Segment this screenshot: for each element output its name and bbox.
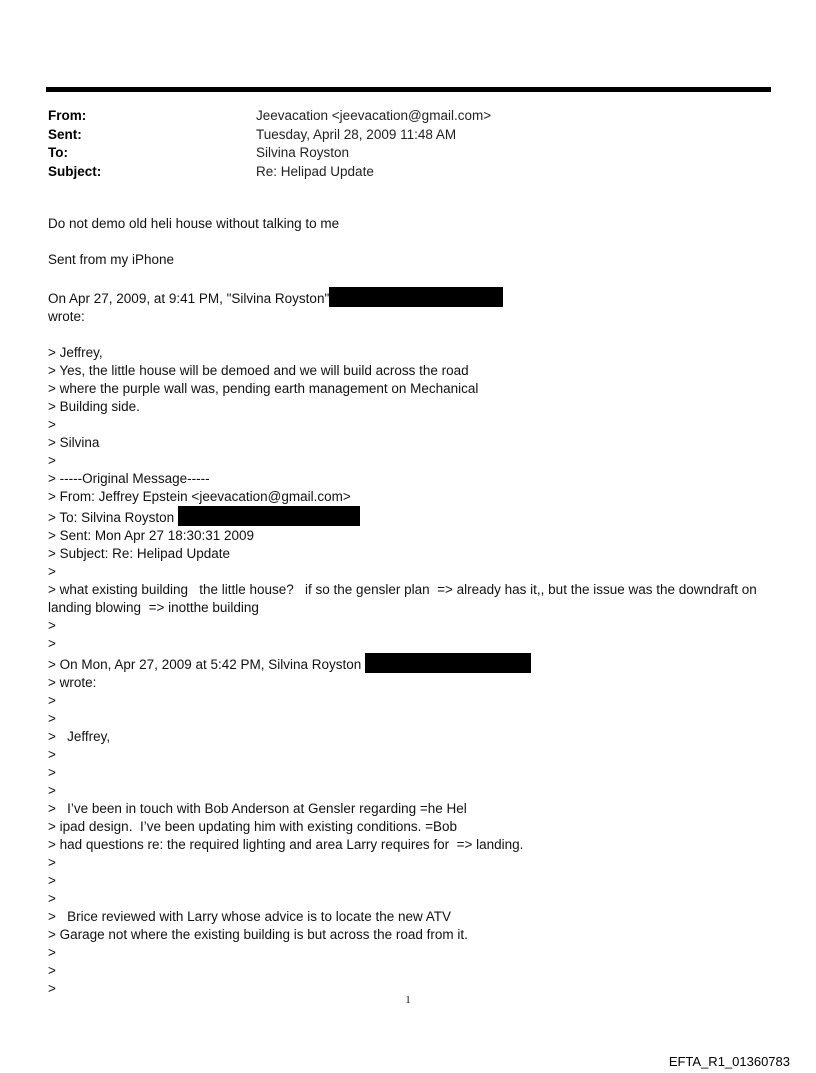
- subject-row: [48, 163, 768, 182]
- from-row: [48, 107, 768, 126]
- quoted-line: > what existing building the little house? if so the gensler plan => already has it,, but the issue was the downdraft on: [48, 582, 757, 597]
- to-row: [48, 144, 768, 163]
- quoted-line: >: [48, 417, 56, 432]
- quoted-line: > Silvina: [48, 435, 100, 450]
- quoted-line: > Building side.: [48, 399, 140, 414]
- quoted-line: > Jeffrey,: [48, 729, 111, 744]
- sent-label: Sent:: [48, 126, 82, 142]
- subject-label: Subject:: [48, 163, 102, 179]
- quoted-line: > Subject: Re: Helipad Update: [48, 546, 230, 561]
- quoted-line: >: [48, 765, 56, 780]
- quoted-line: > Brice reviewed with Larry whose advice is to locate the new ATV: [48, 909, 452, 924]
- from-label: From:: [48, 108, 87, 123]
- blank-line: [48, 326, 768, 344]
- quoted-line: > Sent: Mon Apr 27 18:30:31 2009: [48, 528, 255, 543]
- to-label: To:: [48, 145, 68, 160]
- quoted-line: > where the purple wall was, pending earth management on Mechanical: [48, 381, 479, 396]
- quoted-line: >: [48, 855, 56, 870]
- body-line: Do not demo old heli house without talking to me: [48, 216, 340, 231]
- quoted-line: >: [48, 945, 56, 960]
- blank-line: [48, 269, 768, 287]
- body-line: Sent from my iPhone: [48, 252, 175, 267]
- page-number: 1: [405, 994, 411, 1006]
- quoted-line: > From: Jeffrey Epstein <jeevacation@gmail.com>: [48, 489, 351, 504]
- blank-line: [48, 233, 768, 251]
- quoted-line: >: [48, 963, 56, 978]
- quoted-line: >: [48, 747, 56, 762]
- quoted-to-text: > To: Silvina Royston: [48, 510, 175, 525]
- quoted-line: > -----Original Message-----: [48, 471, 210, 486]
- quoted-line: > had questions re: the required lighting and area Larry requires for => landing.: [48, 837, 524, 852]
- email-body: [48, 215, 768, 998]
- quoted-line: >: [48, 693, 56, 708]
- quoted-line: >: [48, 618, 56, 633]
- quoted-attribution-line: [48, 287, 768, 308]
- quoted-line: > ipad design. I’ve been updating him with existing conditions. =Bob: [48, 819, 458, 834]
- bates-number: EFTA_R1_01360783: [668, 1054, 790, 1069]
- attribution-text: On Apr 27, 2009, at 9:41 PM, "Silvina Royston": [48, 291, 330, 306]
- sent-value: Tuesday, April 28, 2009 11:48 AM: [256, 126, 457, 142]
- quoted-to-line: [48, 506, 768, 527]
- redaction-box: [178, 506, 360, 526]
- quoted-line: >: [48, 981, 56, 996]
- attribution-text: > On Mon, Apr 27, 2009 at 5:42 PM, Silvina Royston: [48, 657, 362, 672]
- header-divider-rule: [46, 87, 771, 92]
- quoted-line: > I’ve been in touch with Bob Anderson at Gensler regarding =he Hel: [48, 801, 467, 816]
- quoted-line: >: [48, 783, 56, 798]
- sent-row: [48, 126, 768, 145]
- quoted-line: >: [48, 711, 56, 726]
- quoted-line: landing blowing => inotthe building: [48, 600, 259, 615]
- quoted-attribution-line: [48, 653, 768, 674]
- quoted-line: > Yes, the little house will be demoed and we will build across the road: [48, 363, 469, 378]
- email-header: [48, 107, 768, 181]
- to-value: Silvina Royston: [256, 145, 350, 160]
- quoted-line: >: [48, 873, 56, 888]
- quoted-line: > Garage not where the existing building is but across the road from it.: [48, 927, 468, 942]
- quoted-line: >: [48, 636, 56, 651]
- body-line: wrote:: [48, 309, 85, 324]
- redaction-box: [329, 287, 503, 307]
- quoted-line: > Jeffrey,: [48, 345, 103, 360]
- from-value: Jeevacation <jeevacation@gmail.com>: [256, 108, 492, 123]
- quoted-line: > wrote:: [48, 675, 97, 690]
- quoted-line: >: [48, 453, 56, 468]
- redaction-box: [365, 653, 531, 673]
- subject-value: Re: Helipad Update: [256, 163, 374, 179]
- quoted-line: >: [48, 891, 56, 906]
- quoted-line: >: [48, 564, 56, 579]
